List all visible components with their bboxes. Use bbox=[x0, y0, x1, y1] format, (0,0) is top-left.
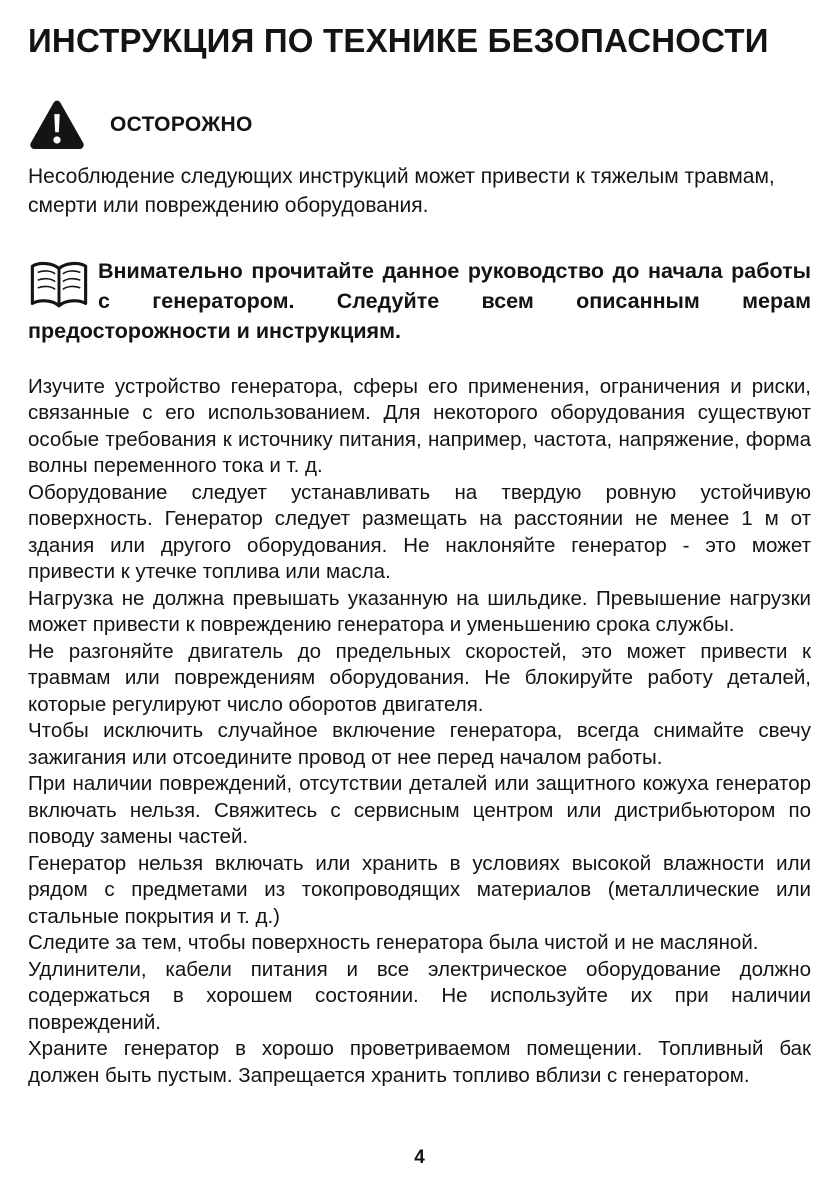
read-notice-text: Внимательно прочитайте данное руководство до начала работы с генератором. Следуйте всем описанным мерам предосторожности и инструкциям. bbox=[28, 258, 811, 343]
paragraph-storage: Храните генератор в хорошо проветриваемом помещении. Топливный бак должен быть пустым. Запрещается хранить топливо вблизи с генератором. bbox=[28, 1037, 811, 1087]
paragraph-cables: Удлинители, кабели питания и все электрическое оборудование должно содержаться в хорошем состоянии. Не используйте их при наличии повреждений. bbox=[28, 957, 811, 1034]
open-book-icon bbox=[28, 258, 90, 314]
warning-header bbox=[28, 98, 811, 152]
warning-text: Несоблюдение следующих инструкций может привести к тяжелым травмам, смерти или повреждению оборудования. bbox=[28, 164, 775, 217]
page-number: 4 bbox=[414, 1147, 425, 1168]
paragraph-engine-speed: Не разгоняйте двигатель до предельных скоростей, это может привести к травмам или повреждениям оборудования. Не блокируйте работу деталей, которые регулируют число оборотов двигателя. bbox=[28, 639, 811, 716]
body-text bbox=[28, 374, 811, 1090]
paragraph-placement: Оборудование следует устанавливать на твердую ровную устойчивую поверхность. Генератор следует размещать на расстоянии не менее 1 м от здания или другого оборудования. Не наклоняйте генератор - это может привести к утечке топлива или масла. bbox=[28, 480, 811, 584]
paragraph-load: Нагрузка не должна превышать указанную на шильдике. Превышение нагрузки может привести к повреждению генератора и уменьшению срока службы. bbox=[28, 586, 811, 637]
paragraph-study: Изучите устройство генератора, сферы его применения, ограничения и риски, связанные с его использованием. Для некоторого оборудования существуют особые требования к источнику питания, например, частота, напряжение, форма волны переменного тока и т. д. bbox=[28, 374, 811, 478]
paragraph-spark-plug: Чтобы исключить случайное включение генератора, всегда снимайте свечу зажигания или отсоедините провод от нее перед началом работы. bbox=[28, 719, 811, 769]
paragraph-damage: При наличии повреждений, отсутствии деталей или защитного кожуха генератор включать нельзя. Свяжитесь с сервисным центром или дистрибьютором по поводу замены частей. bbox=[28, 772, 811, 849]
page-title: ИНСТРУКЦИЯ ПО ТЕХНИКЕ БЕЗОПАСНОСТИ bbox=[28, 22, 769, 59]
warning-label: ОСТОРОЖНО bbox=[110, 112, 253, 136]
read-notice bbox=[28, 256, 811, 346]
warning-triangle-icon bbox=[28, 98, 86, 152]
paragraph-humidity: Генератор нельзя включать или хранить в условиях высокой влажности или рядом с предметами из токопроводящих материалов (металлические или стальные покрытия и т. д.) bbox=[28, 851, 811, 928]
paragraph-clean-surface: Следите за тем, чтобы поверхность генератора была чистой и не масляной. bbox=[28, 931, 759, 955]
